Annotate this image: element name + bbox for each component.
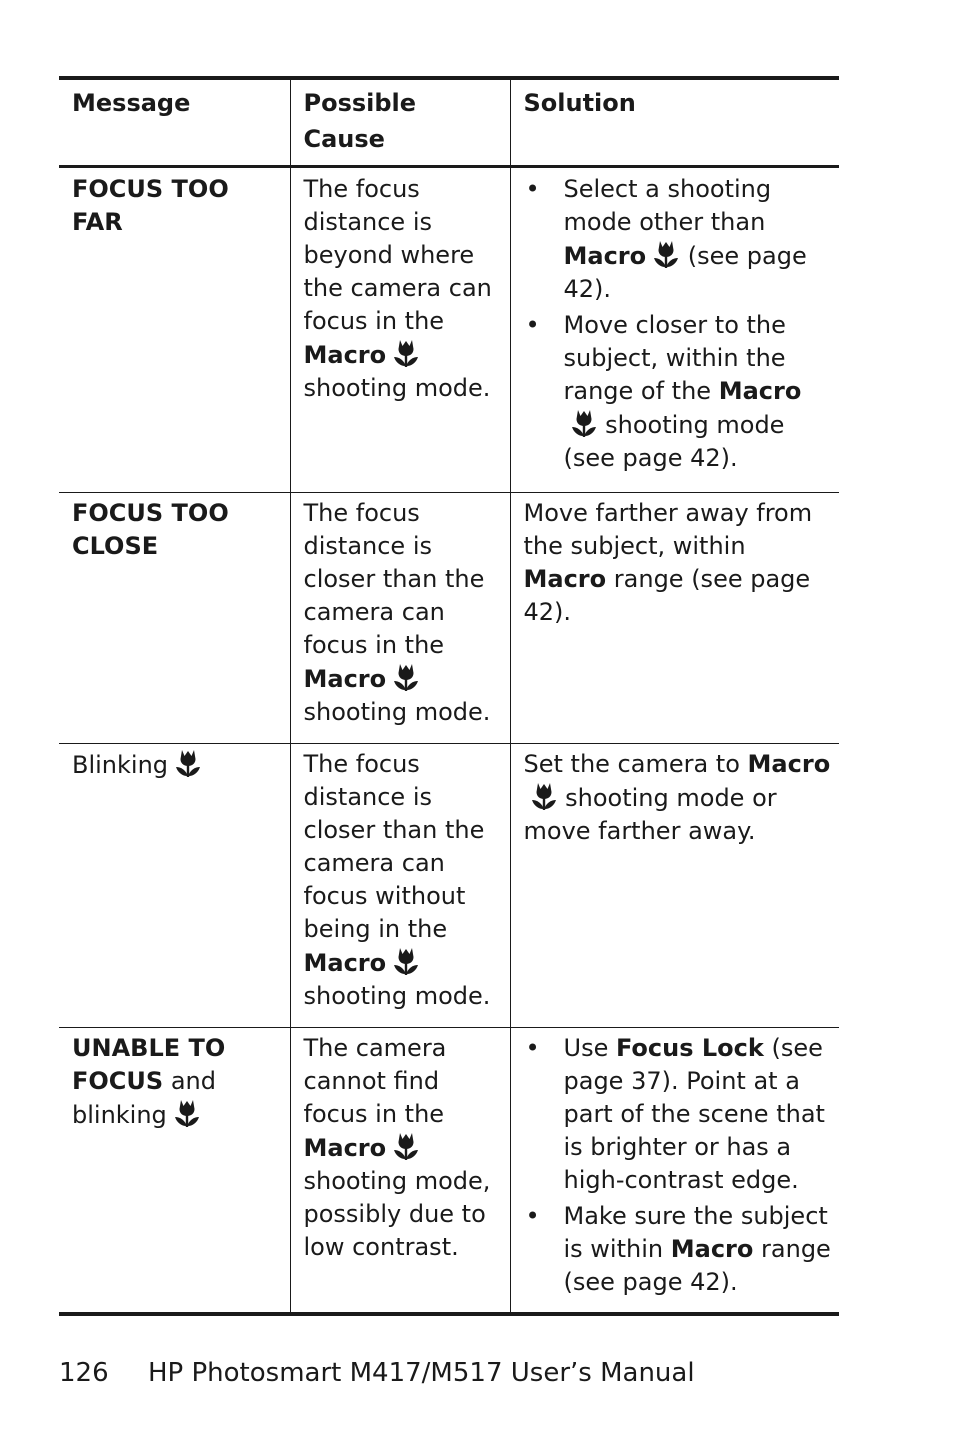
message-text: Blinking xyxy=(72,751,169,779)
solution-cell xyxy=(510,1028,839,1315)
message-cell: UNABLE TO FOCUS and blinking xyxy=(59,1028,290,1315)
troubleshooting-table xyxy=(59,76,839,1316)
header-message: Message xyxy=(59,78,290,167)
solution-cell xyxy=(510,167,839,493)
macro-flower-icon xyxy=(530,781,558,811)
macro-flower-icon xyxy=(392,946,420,976)
message-text: FOCUS TOO FAR xyxy=(72,175,229,236)
macro-flower-icon xyxy=(174,748,202,778)
solution-cell: Move farther away from the subject, within Macro range (see page 42). xyxy=(510,493,839,744)
message-text: FOCUS TOO CLOSE xyxy=(72,499,229,560)
macro-flower-icon xyxy=(392,338,420,368)
header-possible-cause: Possible Cause xyxy=(290,78,510,167)
cause-cell: The focus distance is closer than the camera can focus without being in the Macro shooting mode. xyxy=(290,744,510,1028)
manual-title: HP Photosmart M417/M517 User’s Manual xyxy=(148,1358,695,1388)
table-row xyxy=(59,493,839,744)
cause-cell: The focus distance is closer than the camera can focus in the Macro shooting mode. xyxy=(290,493,510,744)
table-row xyxy=(59,744,839,1028)
solution-list xyxy=(524,173,832,475)
page-footer xyxy=(59,1355,695,1391)
message-cell xyxy=(59,493,290,744)
solution-list xyxy=(524,1032,832,1299)
macro-flower-icon xyxy=(652,239,680,269)
macro-flower-icon xyxy=(392,662,420,692)
table-row xyxy=(59,1028,839,1315)
solution-cell: Set the camera to Macro shooting mode or move farther away. xyxy=(510,744,839,1028)
macro-flower-icon xyxy=(392,1131,420,1161)
list-item: • Move closer to the subject, within the range of the Macro shooting mode (see page 42). xyxy=(524,309,832,475)
message-cell xyxy=(59,167,290,493)
macro-flower-icon xyxy=(570,408,598,438)
macro-flower-icon xyxy=(173,1098,201,1128)
header-solution: Solution xyxy=(510,78,839,167)
cause-cell: The focus distance is beyond where the camera can focus in the Macro shooting mode. xyxy=(290,167,510,493)
message-cell xyxy=(59,744,290,1028)
list-item: • Select a shooting mode other than Macro (see page 42). xyxy=(524,173,832,306)
page-number: 126 xyxy=(59,1358,109,1388)
list-item: • Use Focus Lock (see page 37). Point at a part of the scene that is brighter or has a high-contrast edge. xyxy=(524,1032,832,1197)
message-text: UNABLE TO FOCUS xyxy=(72,1034,226,1095)
table-header-row xyxy=(59,78,839,167)
cause-cell: The camera cannot find focus in the Macro shooting mode, possibly due to low contrast. xyxy=(290,1028,510,1315)
list-item: • Make sure the subject is within Macro range (see page 42). xyxy=(524,1200,832,1299)
table-row xyxy=(59,167,839,493)
